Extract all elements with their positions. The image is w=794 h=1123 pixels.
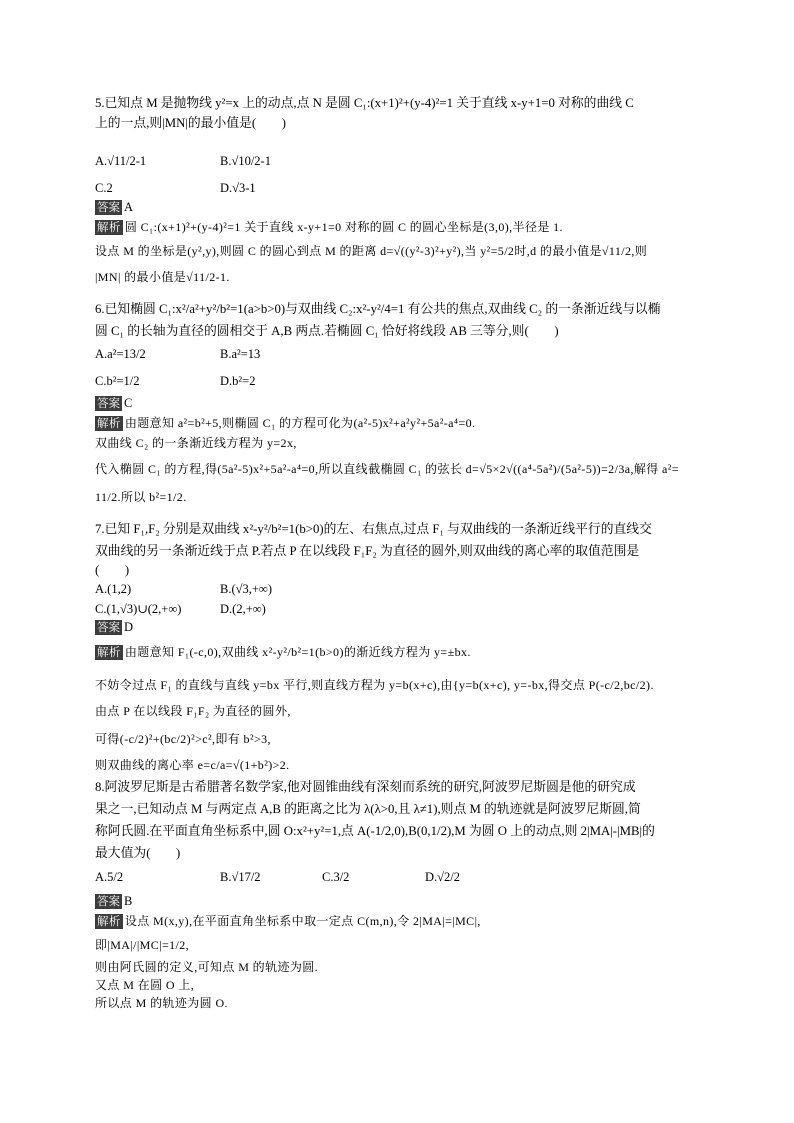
option-b: B.√10/2-1: [220, 154, 271, 168]
answer-row: [95, 394, 705, 412]
analysis-tag: 解析: [97, 416, 121, 430]
question-stem: 5.已知点 M 是抛物线 y²=x 上的动点,点 N 是圆 C₁:(x+1)²+(y-4)²=1 关于直线 x-y+1=0 对称的曲线 C: [95, 96, 634, 110]
option-a: A.a²=13/2: [95, 347, 146, 361]
option-d: D.√3-1: [220, 181, 256, 195]
analysis-line: 双曲线 C₂ 的一条渐近线方程为 y=2x,: [95, 436, 297, 450]
analysis-line: 可得(-c/2)²+(bc/2)²>c²,即有 b²>3,: [95, 732, 271, 746]
answer-value: B: [124, 894, 133, 908]
option-d: D.√2/2: [425, 870, 460, 884]
question-stem: ( ): [95, 563, 130, 577]
analysis-tag: 解析: [97, 220, 121, 234]
option-b: B.a²=13: [220, 347, 261, 361]
analysis-line: 设点 M(x,y),在平面直角坐标系中取一定点 C(m,n),令 2|MA|=|MC|,: [124, 914, 481, 928]
answer-tag: 答案: [97, 396, 120, 410]
analysis-line: 不妨令过点 F₁ 的直线与直线 y=bx 平行,则直线方程为 y=b(x+c),由{y=b(x+c), y=-bx,得交点 P(-c/2,bc/2).: [95, 678, 654, 692]
analysis-tag: 解析: [97, 645, 121, 659]
answer-row: [95, 618, 705, 636]
analysis-line: 11/2.所以 b²=1/2.: [95, 490, 187, 504]
analysis-row: [95, 643, 705, 661]
analysis-line: 圆 C₁:(x+1)²+(y-4)²=1 关于直线 x-y+1=0 对称的圆 C 的圆心坐标是(3,0),半径是 1.: [124, 220, 563, 234]
question-stem: 7.已知 F₁,F₂ 分别是双曲线 x²-y²/b²=1(b>0)的左、右焦点,过点 F₁ 与双曲线的一条渐近线平行的直线交: [95, 522, 652, 536]
analysis-line: 所以点 M 的轨迹为圆 O.: [95, 996, 228, 1010]
analysis-row: [95, 218, 705, 236]
answer-tag: 答案: [97, 894, 120, 908]
question-stem: 双曲线的另一条渐近线于点 P.若点 P 在以线段 F₁F₂ 为直径的圆外,则双曲线的离心率的取值范围是: [95, 544, 640, 558]
analysis-line: 代入椭圆 C₁ 的方程,得(5a²-5)x²+5a²-a⁴=0,所以直线截椭圆 C₁ 的弦长 d=√5×2√((a⁴-5a²)/(5a²-5))=2/3a,解得 a²=: [95, 462, 679, 476]
analysis-line: 即|MA|/|MC|=1/2,: [95, 938, 190, 952]
option-a: A.(1,2): [95, 582, 132, 596]
answer-tag: 答案: [97, 200, 120, 214]
option-c: C.3/2: [322, 870, 350, 884]
option-d: D.(2,+∞): [220, 602, 266, 616]
answer-value: D: [124, 620, 134, 634]
option-c: C.(1,√3)∪(2,+∞): [95, 602, 182, 616]
analysis-line: 则由阿氏圆的定义,可知点 M 的轨迹为圆.: [95, 960, 319, 974]
answer-row: [95, 892, 705, 910]
question-stem: 圆 C₁ 的长轴为直径的圆相交于 A,B 两点.若椭圆 C₁ 恰好将线段 AB 三等分,则( ): [95, 324, 559, 338]
analysis-tag: 解析: [97, 914, 121, 928]
analysis-line: 又点 M 在圆 O 上,: [95, 978, 195, 992]
answer-row: [95, 198, 705, 216]
question-stem: 果之一,已知动点 M 与两定点 A,B 的距离之比为 λ(λ>0,且 λ≠1),则点 M 的轨迹就是阿波罗尼斯圆,简: [95, 802, 641, 816]
analysis-row: [95, 912, 705, 930]
option-d: D.b²=2: [220, 374, 256, 388]
question-stem: 上的一点,则|MN|的最小值是( ): [95, 116, 287, 130]
question-stem: 6.已知椭圆 C₁:x²/a²+y²/b²=1(a>b>0)与双曲线 C₂:x²-y²/4=1 有公共的焦点,双曲线 C₂ 的一条渐近线与以椭: [95, 302, 661, 316]
analysis-line: 由点 P 在以线段 F₁F₂ 为直径的圆外,: [95, 704, 291, 718]
option-c: C.2: [95, 181, 113, 195]
analysis-line: 由题意知 F₁(-c,0),双曲线 x²-y²/b²=1(b>0)的渐近线方程为 y=±bx.: [124, 645, 471, 659]
question-stem: 最大值为( ): [95, 846, 181, 860]
option-b: B.(√3,+∞): [220, 582, 272, 596]
option-a: A.√11/2-1: [95, 154, 147, 168]
answer-value: C: [124, 396, 133, 410]
analysis-line: 设点 M 的坐标是(y²,y),则圆 C 的圆心到点 M 的距离 d=√((y²-3)²+y²),当 y²=5/2时,d 的最小值是√11/2,则: [95, 244, 648, 258]
answer-tag: 答案: [97, 620, 120, 634]
analysis-line: 则双曲线的离心率 e=c/a=√(1+b²)>2.: [95, 758, 290, 772]
analysis-line: |MN| 的最小值是√11/2-1.: [95, 270, 230, 284]
question-stem: 称阿氏圆.在平面直角坐标系中,圆 O:x²+y²=1,点 A(-1/2,0),B(0,1/2),M 为圆 O 上的动点,则 2|MA|-|MB|的: [95, 824, 655, 838]
analysis-line: 由题意知 a²=b²+5,则椭圆 C₁ 的方程可化为(a²-5)x²+a²y²+5a²-a⁴=0.: [124, 416, 476, 430]
option-c: C.b²=1/2: [95, 374, 140, 388]
analysis-row: [95, 414, 705, 432]
option-a: A.5/2: [95, 870, 124, 884]
answer-value: A: [124, 200, 134, 214]
option-b: B.√17/2: [220, 870, 261, 884]
question-stem: 8.阿波罗尼斯是古希腊著名数学家,他对圆锥曲线有深刻而系统的研究,阿波罗尼斯圆是他的研究成: [95, 780, 636, 794]
